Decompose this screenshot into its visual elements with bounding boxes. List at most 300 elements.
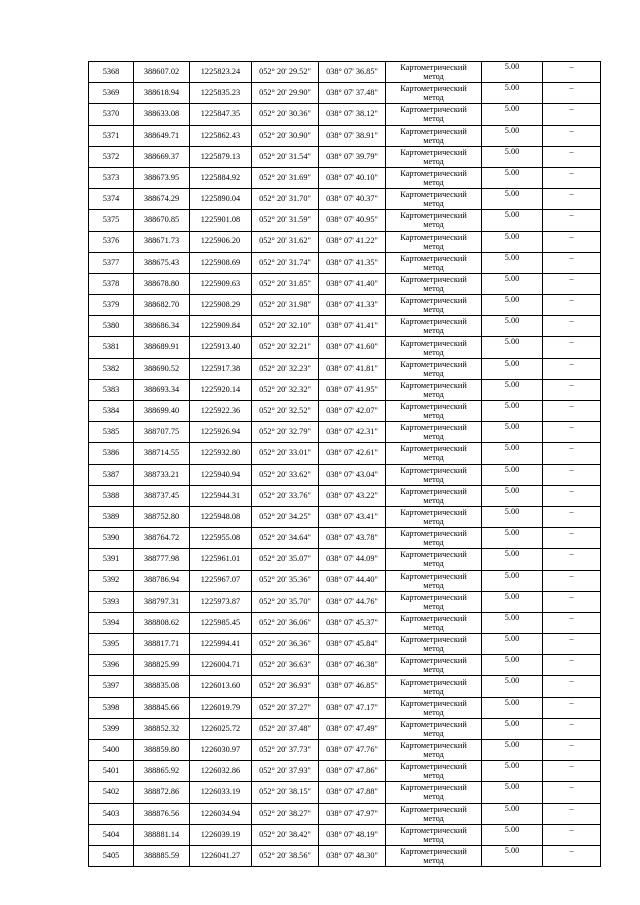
method-label-line1: Картометрический [400, 783, 467, 793]
coord-y-cell: 1225879.13 [190, 146, 252, 167]
longitude-cell: 038° 07' 40.37" [319, 189, 386, 210]
accuracy-cell: 5.00 [482, 62, 543, 83]
coord-y-cell: 1225973.87 [190, 591, 252, 612]
note-cell: – [543, 506, 601, 527]
method-cell [386, 591, 482, 612]
method-cell [386, 295, 482, 316]
coord-x-cell: 388859.80 [134, 740, 190, 761]
method-cell [386, 782, 482, 803]
coord-y-cell: 1225847.35 [190, 104, 252, 125]
note-cell: – [543, 740, 601, 761]
method-cell [386, 104, 482, 125]
table-row [89, 125, 601, 146]
method-label-line2: метод [423, 432, 444, 442]
latitude-cell: 052° 20' 37.27" [252, 697, 319, 718]
point-number-cell: 5386 [89, 443, 134, 464]
latitude-cell: 052° 20' 36.63" [252, 655, 319, 676]
coord-y-cell: 1225920.14 [190, 379, 252, 400]
note-cell: – [543, 845, 601, 866]
method-label-line2: метод [423, 813, 444, 823]
latitude-cell: 052° 20' 38.27" [252, 803, 319, 824]
point-number-cell: 5397 [89, 676, 134, 697]
method-label-line1: Картометрический [400, 486, 467, 496]
coord-x-cell: 388865.92 [134, 761, 190, 782]
method-cell [386, 740, 482, 761]
point-number-cell: 5382 [89, 358, 134, 379]
method-label-line2: метод [423, 834, 444, 844]
table-row [89, 824, 601, 845]
longitude-cell: 038° 07' 42.61" [319, 443, 386, 464]
table-row [89, 146, 601, 167]
accuracy-cell: 5.00 [482, 485, 543, 506]
longitude-cell: 038° 07' 40.95" [319, 210, 386, 231]
method-cell [386, 231, 482, 252]
method-label-line2: метод [423, 178, 444, 188]
longitude-cell: 038° 07' 40.10" [319, 167, 386, 188]
coord-y-cell: 1226025.72 [190, 718, 252, 739]
latitude-cell: 052° 20' 32.52" [252, 401, 319, 422]
method-cell [386, 528, 482, 549]
point-number-cell: 5393 [89, 591, 134, 612]
point-number-cell: 5385 [89, 422, 134, 443]
longitude-cell: 038° 07' 43.41" [319, 506, 386, 527]
table-row [89, 528, 601, 549]
latitude-cell: 052° 20' 30.90" [252, 125, 319, 146]
coord-x-cell: 388618.94 [134, 83, 190, 104]
latitude-cell: 052° 20' 38.15" [252, 782, 319, 803]
table-row [89, 167, 601, 188]
coord-x-cell: 388797.31 [134, 591, 190, 612]
note-cell: – [543, 337, 601, 358]
method-label-line1: Картометрический [400, 465, 467, 475]
longitude-cell: 038° 07' 43.04" [319, 464, 386, 485]
method-label-line2: метод [423, 495, 444, 505]
coord-x-cell: 388699.40 [134, 401, 190, 422]
accuracy-cell: 5.00 [482, 189, 543, 210]
method-label-line2: метод [423, 72, 444, 82]
method-label-line2: метод [423, 368, 444, 378]
method-label-line2: метод [423, 686, 444, 696]
note-cell: – [543, 803, 601, 824]
point-number-cell: 5396 [89, 655, 134, 676]
longitude-cell: 038° 07' 41.35" [319, 252, 386, 273]
latitude-cell: 052° 20' 34.25" [252, 506, 319, 527]
accuracy-cell: 5.00 [482, 464, 543, 485]
accuracy-cell: 5.00 [482, 591, 543, 612]
table-row [89, 591, 601, 612]
point-number-cell: 5391 [89, 549, 134, 570]
accuracy-cell: 5.00 [482, 803, 543, 824]
longitude-cell: 038° 07' 38.12" [319, 104, 386, 125]
method-label-line1: Картометрический [400, 274, 467, 284]
method-cell [386, 273, 482, 294]
method-label-line1: Картометрический [400, 380, 467, 390]
longitude-cell: 038° 07' 41.95" [319, 379, 386, 400]
coord-y-cell: 1225909.84 [190, 316, 252, 337]
method-label-line1: Картометрический [400, 656, 467, 666]
method-cell [386, 761, 482, 782]
point-number-cell: 5369 [89, 83, 134, 104]
method-label-line1: Картометрический [400, 592, 467, 602]
note-cell: – [543, 125, 601, 146]
note-cell: – [543, 612, 601, 633]
coord-x-cell: 388835.08 [134, 676, 190, 697]
coord-y-cell: 1225932.80 [190, 443, 252, 464]
latitude-cell: 052° 20' 38.56" [252, 845, 319, 866]
table-row [89, 443, 601, 464]
accuracy-cell: 5.00 [482, 295, 543, 316]
method-label-line1: Картометрический [400, 359, 467, 369]
coord-y-cell: 1225884.92 [190, 167, 252, 188]
latitude-cell: 052° 20' 31.54" [252, 146, 319, 167]
method-label-line2: метод [423, 665, 444, 675]
note-cell: – [543, 252, 601, 273]
point-number-cell: 5402 [89, 782, 134, 803]
method-cell [386, 634, 482, 655]
note-cell: – [543, 62, 601, 83]
coord-x-cell: 388671.73 [134, 231, 190, 252]
method-label-line1: Картометрический [400, 550, 467, 560]
method-label-line1: Картометрический [400, 804, 467, 814]
point-number-cell: 5403 [89, 803, 134, 824]
point-number-cell: 5392 [89, 570, 134, 591]
accuracy-cell: 5.00 [482, 125, 543, 146]
table-row [89, 316, 601, 337]
table-row [89, 62, 601, 83]
table-row [89, 358, 601, 379]
coord-y-cell: 1225890.04 [190, 189, 252, 210]
table-row [89, 464, 601, 485]
method-label-line2: метод [423, 856, 444, 866]
note-cell: – [543, 634, 601, 655]
accuracy-cell: 5.00 [482, 634, 543, 655]
method-cell [386, 697, 482, 718]
point-number-cell: 5390 [89, 528, 134, 549]
coord-x-cell: 388808.62 [134, 612, 190, 633]
method-label-line1: Картометрический [400, 296, 467, 306]
coord-x-cell: 388689.91 [134, 337, 190, 358]
method-label-line2: метод [423, 517, 444, 527]
accuracy-cell: 5.00 [482, 443, 543, 464]
latitude-cell: 052° 20' 32.21" [252, 337, 319, 358]
coord-y-cell: 1225940.94 [190, 464, 252, 485]
latitude-cell: 052° 20' 35.36" [252, 570, 319, 591]
accuracy-cell: 5.00 [482, 146, 543, 167]
coord-y-cell: 1225908.29 [190, 295, 252, 316]
longitude-cell: 038° 07' 45.37" [319, 612, 386, 633]
accuracy-cell: 5.00 [482, 104, 543, 125]
coord-y-cell: 1225994.41 [190, 634, 252, 655]
method-label-line1: Картометрический [400, 190, 467, 200]
table-row [89, 337, 601, 358]
method-label-line1: Картометрический [400, 613, 467, 623]
point-number-cell: 5376 [89, 231, 134, 252]
latitude-cell: 052° 20' 36.93" [252, 676, 319, 697]
coord-y-cell: 1226032.86 [190, 761, 252, 782]
method-cell [386, 824, 482, 845]
method-cell [386, 655, 482, 676]
coord-y-cell: 1225944.31 [190, 485, 252, 506]
coord-y-cell: 1225967.07 [190, 570, 252, 591]
latitude-cell: 052° 20' 36.06" [252, 612, 319, 633]
method-label-line1: Картометрический [400, 635, 467, 645]
point-number-cell: 5404 [89, 824, 134, 845]
coord-y-cell: 1226039.19 [190, 824, 252, 845]
longitude-cell: 038° 07' 47.17" [319, 697, 386, 718]
method-label-line1: Картометрический [400, 423, 467, 433]
note-cell: – [543, 167, 601, 188]
method-label-line2: метод [423, 114, 444, 124]
point-number-cell: 5373 [89, 167, 134, 188]
method-label-line2: метод [423, 474, 444, 484]
accuracy-cell: 5.00 [482, 379, 543, 400]
table-row [89, 104, 601, 125]
coord-x-cell: 388714.55 [134, 443, 190, 464]
latitude-cell: 052° 20' 31.59" [252, 210, 319, 231]
accuracy-cell: 5.00 [482, 740, 543, 761]
coord-y-cell: 1226041.27 [190, 845, 252, 866]
longitude-cell: 038° 07' 37.48" [319, 83, 386, 104]
note-cell: – [543, 379, 601, 400]
latitude-cell: 052° 20' 30.36" [252, 104, 319, 125]
method-label-line1: Картометрический [400, 825, 467, 835]
method-cell [386, 803, 482, 824]
table-row [89, 189, 601, 210]
method-cell [386, 549, 482, 570]
note-cell: – [543, 718, 601, 739]
note-cell: – [543, 189, 601, 210]
accuracy-cell: 5.00 [482, 210, 543, 231]
coord-x-cell: 388690.52 [134, 358, 190, 379]
method-cell [386, 718, 482, 739]
coord-y-cell: 1225908.69 [190, 252, 252, 273]
longitude-cell: 038° 07' 41.22" [319, 231, 386, 252]
note-cell: – [543, 549, 601, 570]
longitude-cell: 038° 07' 46.38" [319, 655, 386, 676]
latitude-cell: 052° 20' 31.70" [252, 189, 319, 210]
accuracy-cell: 5.00 [482, 252, 543, 273]
coord-y-cell: 1226004.71 [190, 655, 252, 676]
note-cell: – [543, 401, 601, 422]
latitude-cell: 052° 20' 32.10" [252, 316, 319, 337]
method-label-line1: Картометрический [400, 169, 467, 179]
method-label-line2: метод [423, 156, 444, 166]
method-label-line2: метод [423, 750, 444, 760]
point-number-cell: 5394 [89, 612, 134, 633]
accuracy-cell: 5.00 [482, 782, 543, 803]
table-row [89, 845, 601, 866]
coord-y-cell: 1225901.08 [190, 210, 252, 231]
point-number-cell: 5387 [89, 464, 134, 485]
method-label-line2: метод [423, 326, 444, 336]
coord-x-cell: 388885.59 [134, 845, 190, 866]
point-number-cell: 5389 [89, 506, 134, 527]
table-row [89, 231, 601, 252]
coord-x-cell: 388686.34 [134, 316, 190, 337]
table-row [89, 612, 601, 633]
method-label-line1: Картометрический [400, 741, 467, 751]
accuracy-cell: 5.00 [482, 358, 543, 379]
coord-y-cell: 1226013.60 [190, 676, 252, 697]
latitude-cell: 052° 20' 31.69" [252, 167, 319, 188]
method-label-line2: метод [423, 728, 444, 738]
method-label-line2: метод [423, 305, 444, 315]
latitude-cell: 052° 20' 32.32" [252, 379, 319, 400]
coord-y-cell: 1225948.08 [190, 506, 252, 527]
method-cell [386, 146, 482, 167]
table-row [89, 782, 601, 803]
latitude-cell: 052° 20' 38.42" [252, 824, 319, 845]
note-cell: – [543, 528, 601, 549]
accuracy-cell: 5.00 [482, 231, 543, 252]
coord-x-cell: 388607.02 [134, 62, 190, 83]
coord-x-cell: 388682.70 [134, 295, 190, 316]
latitude-cell: 052° 20' 31.98" [252, 295, 319, 316]
longitude-cell: 038° 07' 47.97" [319, 803, 386, 824]
method-label-line2: метод [423, 411, 444, 421]
method-cell [386, 485, 482, 506]
latitude-cell: 052° 20' 29.90" [252, 83, 319, 104]
method-cell [386, 845, 482, 866]
method-label-line2: метод [423, 538, 444, 548]
table-row [89, 718, 601, 739]
method-cell [386, 167, 482, 188]
latitude-cell: 052° 20' 34.64" [252, 528, 319, 549]
longitude-cell: 038° 07' 41.40" [319, 273, 386, 294]
coord-x-cell: 388737.45 [134, 485, 190, 506]
longitude-cell: 038° 07' 41.33" [319, 295, 386, 316]
note-cell: – [543, 104, 601, 125]
method-label-line1: Картометрический [400, 762, 467, 772]
accuracy-cell: 5.00 [482, 697, 543, 718]
accuracy-cell: 5.00 [482, 570, 543, 591]
coord-x-cell: 388669.37 [134, 146, 190, 167]
method-label-line1: Картометрический [400, 63, 467, 73]
longitude-cell: 038° 07' 41.81" [319, 358, 386, 379]
accuracy-cell: 5.00 [482, 337, 543, 358]
table-row [89, 570, 601, 591]
latitude-cell: 052° 20' 32.23" [252, 358, 319, 379]
method-label-line2: метод [423, 241, 444, 251]
point-number-cell: 5380 [89, 316, 134, 337]
point-number-cell: 5395 [89, 634, 134, 655]
method-cell [386, 316, 482, 337]
table-row [89, 676, 601, 697]
method-label-line1: Картометрический [400, 211, 467, 221]
coord-y-cell: 1225835.23 [190, 83, 252, 104]
table-row [89, 485, 601, 506]
method-cell [386, 464, 482, 485]
method-cell [386, 443, 482, 464]
method-cell [386, 62, 482, 83]
method-label-line1: Картометрический [400, 698, 467, 708]
coord-x-cell: 388881.14 [134, 824, 190, 845]
coord-x-cell: 388673.95 [134, 167, 190, 188]
method-label-line1: Картометрический [400, 126, 467, 136]
longitude-cell: 038° 07' 43.22" [319, 485, 386, 506]
method-label-line2: метод [423, 707, 444, 717]
longitude-cell: 038° 07' 42.07" [319, 401, 386, 422]
method-label-line2: метод [423, 792, 444, 802]
point-number-cell: 5374 [89, 189, 134, 210]
method-cell [386, 506, 482, 527]
method-cell [386, 358, 482, 379]
method-label-line2: метод [423, 601, 444, 611]
coord-y-cell: 1225862.43 [190, 125, 252, 146]
method-label-line2: метод [423, 199, 444, 209]
note-cell: – [543, 591, 601, 612]
coord-x-cell: 388872.86 [134, 782, 190, 803]
longitude-cell: 038° 07' 44.76" [319, 591, 386, 612]
note-cell: – [543, 210, 601, 231]
note-cell: – [543, 295, 601, 316]
note-cell: – [543, 782, 601, 803]
note-cell: – [543, 358, 601, 379]
table-row [89, 422, 601, 443]
table-body [89, 62, 601, 867]
coord-x-cell: 388825.99 [134, 655, 190, 676]
note-cell: – [543, 443, 601, 464]
note-cell: – [543, 676, 601, 697]
method-label-line2: метод [423, 262, 444, 272]
method-cell [386, 252, 482, 273]
method-cell [386, 570, 482, 591]
point-number-cell: 5371 [89, 125, 134, 146]
latitude-cell: 052° 20' 35.70" [252, 591, 319, 612]
point-number-cell: 5405 [89, 845, 134, 866]
accuracy-cell: 5.00 [482, 83, 543, 104]
method-label-line2: метод [423, 93, 444, 103]
longitude-cell: 038° 07' 43.78" [319, 528, 386, 549]
longitude-cell: 038° 07' 36.85" [319, 62, 386, 83]
coord-y-cell: 1225926.94 [190, 422, 252, 443]
longitude-cell: 038° 07' 47.49" [319, 718, 386, 739]
method-label-line2: метод [423, 644, 444, 654]
table-row [89, 379, 601, 400]
coord-x-cell: 388845.66 [134, 697, 190, 718]
latitude-cell: 052° 20' 33.01" [252, 443, 319, 464]
method-label-line2: метод [423, 347, 444, 357]
latitude-cell: 052° 20' 31.62" [252, 231, 319, 252]
note-cell: – [543, 697, 601, 718]
table-row [89, 295, 601, 316]
coord-y-cell: 1225823.24 [190, 62, 252, 83]
accuracy-cell: 5.00 [482, 718, 543, 739]
note-cell: – [543, 464, 601, 485]
coord-x-cell: 388707.75 [134, 422, 190, 443]
latitude-cell: 052° 20' 31.85" [252, 273, 319, 294]
coord-x-cell: 388674.29 [134, 189, 190, 210]
note-cell: – [543, 485, 601, 506]
latitude-cell: 052° 20' 37.93" [252, 761, 319, 782]
coord-x-cell: 388752.80 [134, 506, 190, 527]
method-cell [386, 612, 482, 633]
method-label-line2: метод [423, 283, 444, 293]
coord-y-cell: 1225961.01 [190, 549, 252, 570]
method-label-line2: метод [423, 580, 444, 590]
longitude-cell: 038° 07' 47.88" [319, 782, 386, 803]
point-number-cell: 5398 [89, 697, 134, 718]
method-label-line2: метод [423, 135, 444, 145]
method-cell [386, 189, 482, 210]
coord-y-cell: 1225906.20 [190, 231, 252, 252]
method-label-line1: Картометрический [400, 508, 467, 518]
method-label-line2: метод [423, 389, 444, 399]
method-label-line1: Картометрический [400, 677, 467, 687]
longitude-cell: 038° 07' 41.60" [319, 337, 386, 358]
longitude-cell: 038° 07' 41.41" [319, 316, 386, 337]
accuracy-cell: 5.00 [482, 655, 543, 676]
